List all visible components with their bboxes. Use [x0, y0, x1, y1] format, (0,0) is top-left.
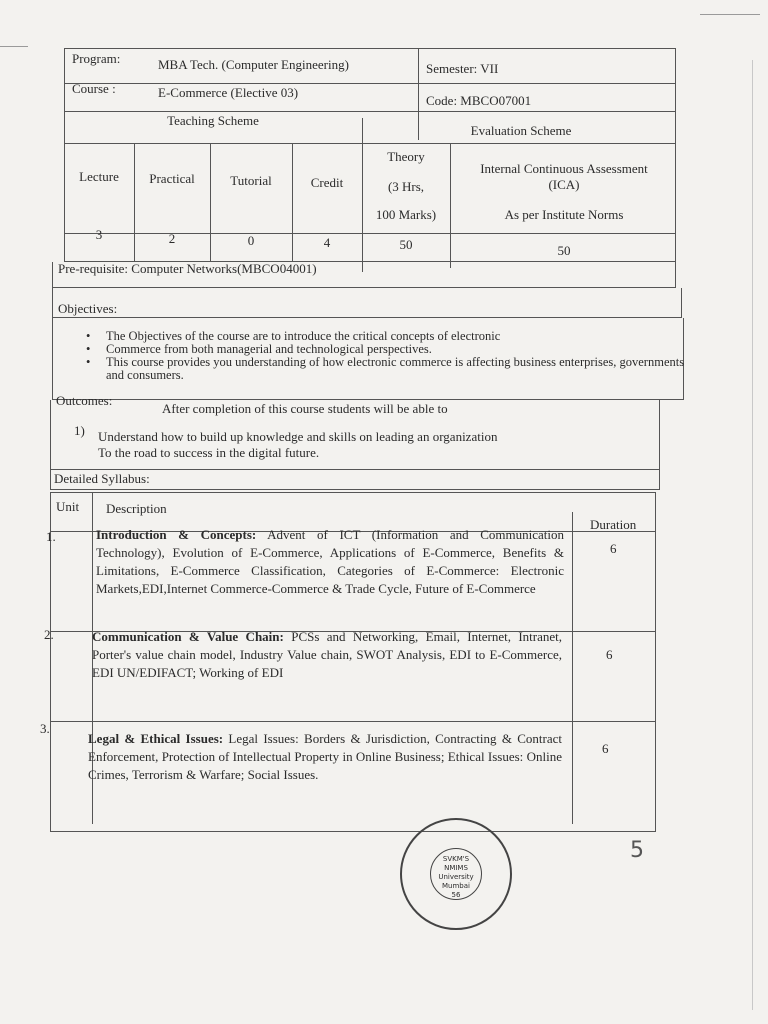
- unit-number: 1.: [46, 529, 56, 544]
- page-number: 5: [630, 838, 644, 863]
- scan-mark-right-edge: [752, 60, 753, 1010]
- syllabus-label: Detailed Syllabus:: [54, 471, 150, 486]
- unit-text: Advent of ICT (Information and Communication Technology), Evolution of E-Commerce, Applications of E-Commerce, Benefits & Limitations, E-Commerce Classification, Categories of E-Commerce: Electronic Markets,EDI,Internet Commerce-Commerce & Trade Cycle, Future of E-Commerce: [96, 527, 564, 596]
- ica-header-line2: (ICA): [548, 177, 580, 192]
- credit-header: Credit: [310, 175, 344, 190]
- course-row: [64, 84, 676, 112]
- seal-line: University: [438, 873, 474, 881]
- course-label: Course :: [72, 81, 116, 96]
- objectives-list: [80, 330, 686, 382]
- objective-item: • The Objectives of the course are to introduce the critical concepts of electronic: [86, 330, 686, 343]
- prerequisite: Pre-requisite: Computer Networks(MBCO04001): [58, 261, 317, 276]
- outcome-line-2: To the road to success in the digital future.: [98, 445, 320, 460]
- unit-description: [92, 628, 562, 682]
- description-header: Description: [106, 501, 167, 516]
- theory-header-line3: 100 Marks): [375, 207, 437, 222]
- ica-value: 50: [557, 243, 571, 258]
- credit-value: 4: [323, 235, 331, 250]
- seal-line: SVKM'S: [442, 855, 470, 863]
- outcomes-intro: After completion of this course students will be able to: [162, 401, 448, 416]
- outcomes-label: Outcomes:: [56, 393, 113, 408]
- tutorial-value: 0: [247, 233, 255, 248]
- unit-duration: 6: [610, 541, 617, 556]
- unit-text: Legal Issues: Borders & Jurisdiction, Contracting & Contract Enforcement, Protection of Intellectual Property in Online Business; Ethical Issues: Online Crimes, Terrorism & Warfare; Social Issues.: [88, 731, 563, 782]
- objectives-label: Objectives:: [58, 301, 118, 316]
- ica-header-line3: As per Institute Norms: [504, 207, 624, 222]
- unit-number: 3.: [40, 721, 50, 736]
- lecture-header: Lecture: [79, 169, 119, 184]
- theory-header-line1: Theory: [387, 149, 425, 164]
- course-code: Code: MBCO07001: [426, 93, 532, 108]
- seal-line: 56: [451, 891, 461, 899]
- lecture-value: 3: [95, 227, 103, 242]
- unit-duration: 6: [606, 647, 613, 662]
- scan-mark-top-left: [0, 46, 28, 47]
- institute-seal: [400, 818, 512, 930]
- unit-title: Introduction & Concepts:: [96, 527, 257, 542]
- unit-title: Communication & Value Chain:: [92, 629, 284, 644]
- program-value: MBA Tech. (Computer Engineering): [158, 57, 349, 72]
- theory-value: 50: [399, 237, 413, 252]
- scan-mark-top-right: [700, 14, 760, 15]
- seal-line: NMIMS: [444, 864, 468, 872]
- unit-title: Legal & Ethical Issues:: [88, 731, 224, 746]
- teaching-scheme-heading: Teaching Scheme: [167, 113, 259, 128]
- objectives-label-row: [52, 288, 682, 318]
- semester: Semester: VII: [426, 61, 499, 76]
- practical-header: Practical: [149, 171, 195, 186]
- objective-item: • This course provides you understanding of how electronic commerce is affecting business enterprises, governments and consumers.: [86, 356, 686, 382]
- theory-header-line2: (3 Hrs,: [387, 179, 425, 194]
- unit-text: PCSs and Networking, Email, Internet, Intranet, Porter's value chain model, Industry Value chain, SWOT Analysis, EDI to E-Commerce, EDI UN/EDIFACT; Working of EDI: [92, 629, 563, 680]
- unit-header: Unit: [56, 499, 80, 514]
- unit-number: 2.: [44, 627, 54, 642]
- ica-header-line1: Internal Continuous Assessment: [480, 161, 648, 176]
- objective-item: • Commerce from both managerial and technological perspectives.: [86, 343, 686, 356]
- course-value: E-Commerce (Elective 03): [158, 85, 299, 100]
- tutorial-header: Tutorial: [230, 173, 272, 188]
- seal-line: Mumbai: [442, 882, 470, 890]
- unit-description: [88, 730, 562, 784]
- outcome-line-1: Understand how to build up knowledge and skills on leading an organization: [98, 429, 498, 444]
- program-label: Program:: [72, 51, 121, 66]
- unit-duration: 6: [602, 741, 609, 756]
- col-divider-1: [134, 144, 135, 234]
- practical-value: 2: [168, 231, 176, 246]
- syllabus-page: [40, 40, 690, 840]
- outcome-number: 1): [74, 423, 85, 438]
- unit-description: [96, 526, 564, 598]
- col-divider-2: [210, 144, 211, 234]
- evaluation-scheme-heading: Evaluation Scheme: [470, 123, 572, 138]
- seal-center: [430, 848, 482, 900]
- duration-header: Duration: [590, 517, 637, 532]
- program-row: [64, 48, 676, 84]
